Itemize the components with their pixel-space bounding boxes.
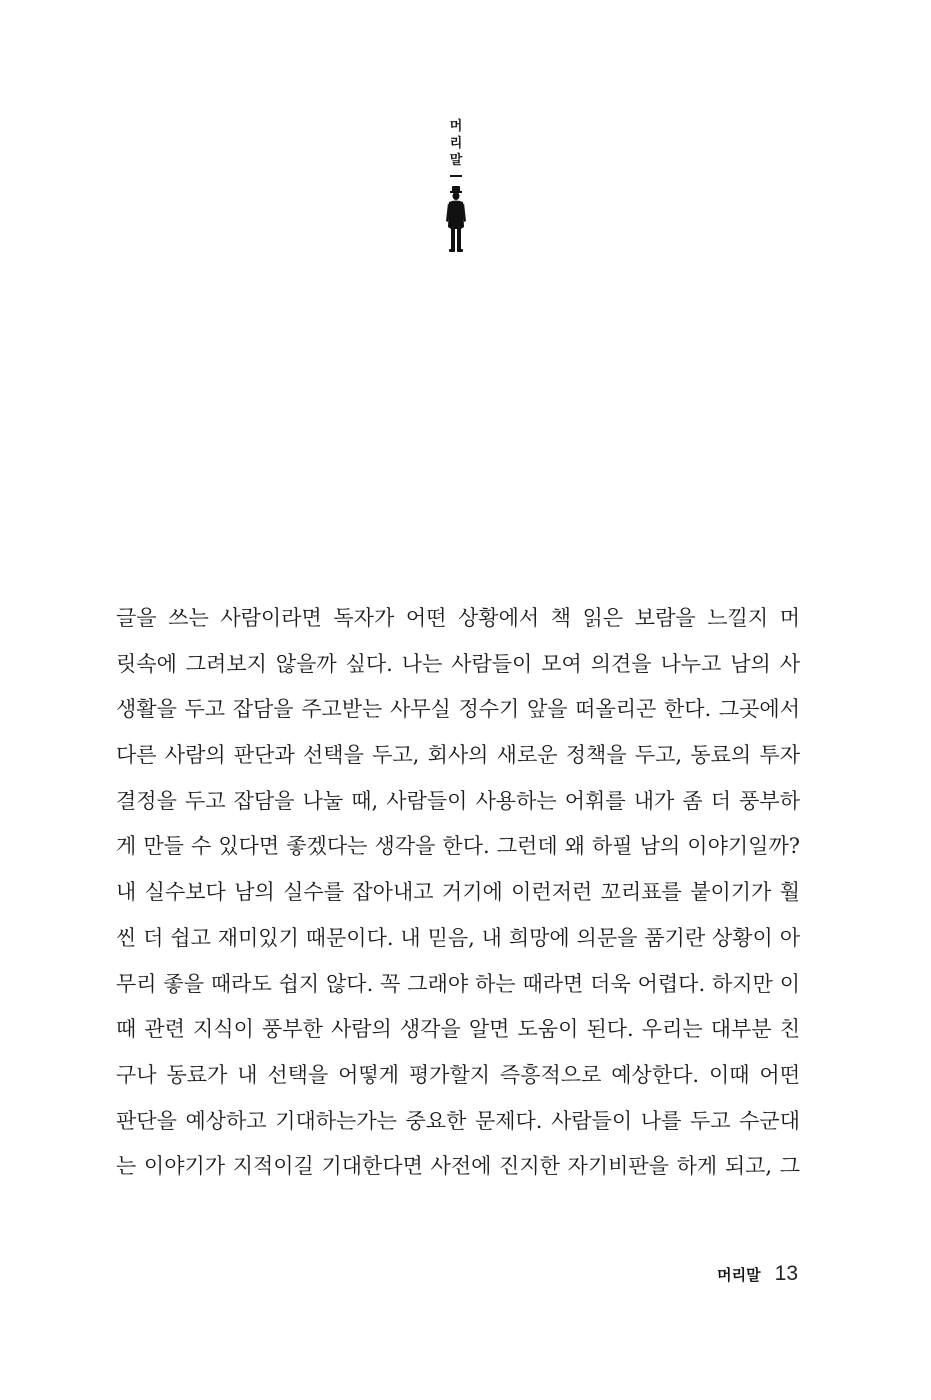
body-line: 때 관련 지식이 풍부한 사람의 생각을 알면 도움이 된다. 우리는 대부분 친 xyxy=(116,1017,800,1042)
chapter-header xyxy=(443,118,469,255)
title-char-1: 머 xyxy=(449,119,463,134)
running-footer-title: 머리말 xyxy=(717,1266,761,1284)
page-number: 13 xyxy=(774,1262,798,1285)
vertical-chapter-title xyxy=(450,118,463,169)
title-dash-divider xyxy=(450,175,462,177)
title-char-2: 리 xyxy=(449,136,463,151)
body-line: 글을 쓰는 사람이라면 독자가 어떤 상황에서 책 읽은 보람을 느낄지 머 xyxy=(116,606,800,630)
body-line: 판단을 예상하고 기대하는가는 중요한 문제다. 사람들이 나를 두고 수군대 xyxy=(116,1108,800,1133)
standing-man-silhouette-icon xyxy=(445,185,467,255)
body-line: 결정을 두고 잡담을 나눌 때, 사람들이 사용하는 어휘를 내가 좀 더 풍부하 xyxy=(116,788,800,813)
body-line: 무리 좋을 때라도 쉽지 않다. 꼭 그래야 하는 때라면 더욱 어렵다. 하지만 이 xyxy=(116,971,800,996)
body-line: 생활을 두고 잡담을 주고받는 사무실 정수기 앞을 떠올리곤 한다. 그곳에서 xyxy=(116,697,800,722)
body-line: 릿속에 그려보지 않을까 싶다. 나는 사람들이 모여 의견을 나누고 남의 사 xyxy=(116,651,800,676)
body-line: 내 실수보다 남의 실수를 잡아내고 거기에 이런저런 꼬리표를 붙이기가 훨 xyxy=(116,880,800,905)
body-line: 는 이야기가 지적이길 기대한다면 사전에 진지한 자기비판을 하게 되고, 그 xyxy=(116,1154,800,1179)
title-char-3: 말 xyxy=(449,153,463,168)
body-line: 구나 동료가 내 선택을 어떻게 평가할지 즉흥적으로 예상한다. 이때 어떤 xyxy=(116,1062,800,1087)
body-line: 씬 더 쉽고 재미있기 때문이다. 내 믿음, 내 희망에 의문을 품기란 상황이 아 xyxy=(116,925,800,950)
body-paragraph xyxy=(116,596,800,1190)
body-line: 게 만들 수 있다면 좋겠다는 생각을 한다. 그런데 왜 하필 남의 이야기일까? xyxy=(116,834,800,859)
body-line: 다른 사람의 판단과 선택을 두고, 회사의 새로운 정책을 두고, 동료의 투자 xyxy=(116,743,800,768)
page-footer xyxy=(717,1262,798,1286)
